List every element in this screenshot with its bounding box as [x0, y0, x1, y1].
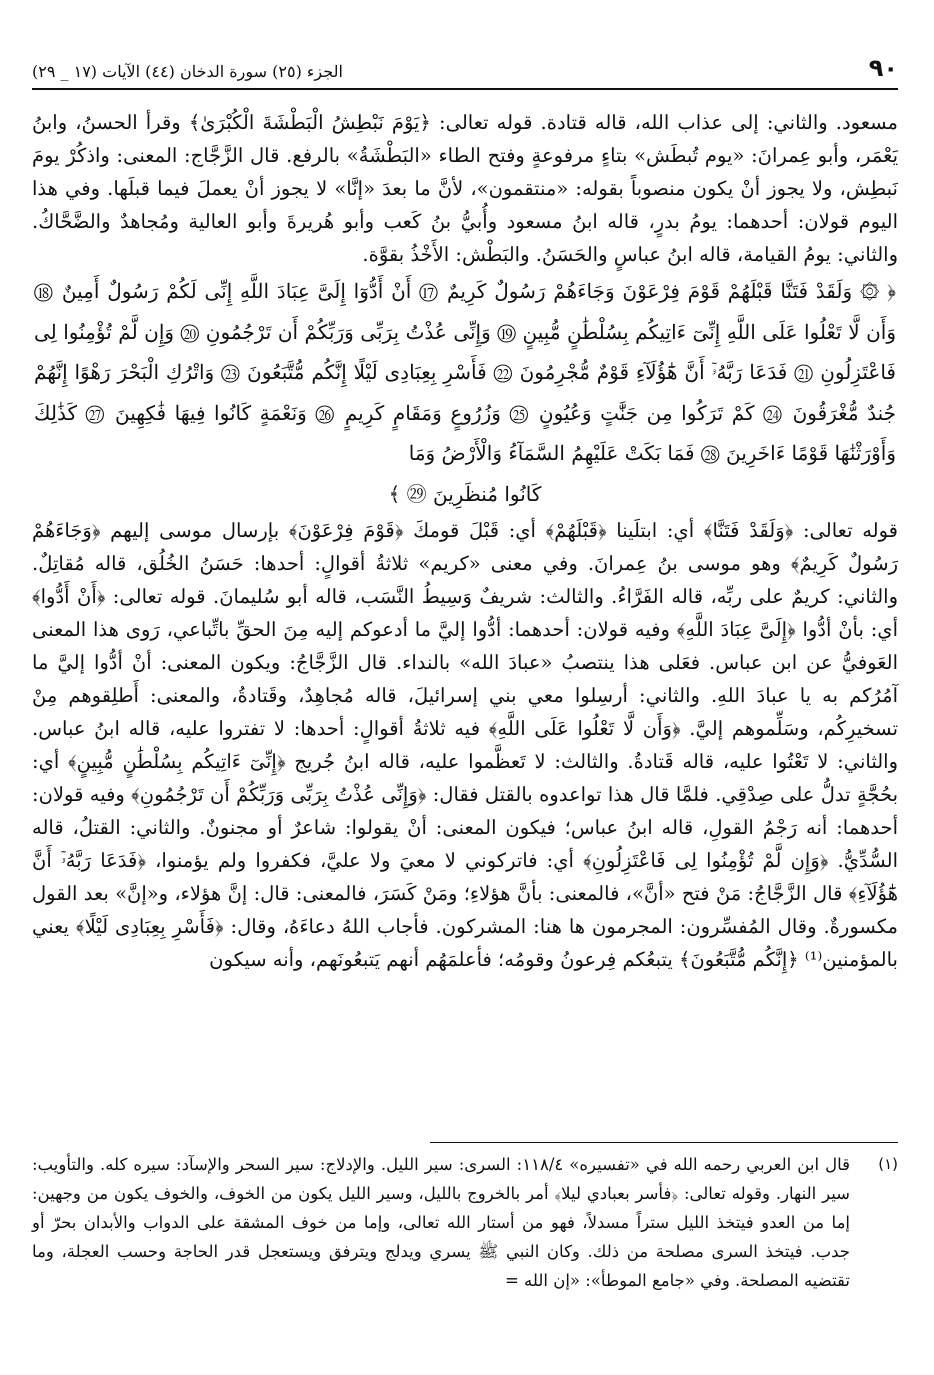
intro-paragraph: مسعود. والثاني: إلى عذاب الله، قاله قتادة. قوله تعالى: ﴿يَوْمَ نَبْطِشُ الْبَطْشَةَ الْكُبْرَىٰ﴾ وقرأ الحسنُ، وابنُ يَعْمَر، وأبو عِمرانَ: «يوم تُبطَش» بتاءٍ مرفوعةٍ وفتح الطاء «البَطْشَةُ» بالرفع. قال الزَّجَّاج: المعنى: واذكُرْ يومَ نَبطِش، ولا يجوز أنْ يكون منصوباً بقوله: «منتقمون»، لأنَّ ما بعدَ «إنَّا» لا يجوز أنْ يعملَ فيما قبلَها. وفي هذا اليوم قولان: أحدهما: يومُ بدرٍ، قاله ابنُ مسعود وأُبيُّ بنُ كَعب وأبو هُريرةَ وأبو العالية ومُجاهدٌ والضَّحَّاكُ. والثاني: يومُ القيامة، قاله ابنُ عباسٍ والحَسَنُ. والبَطْش: الأَخْذُ بقوَّة. [32, 111, 898, 266]
footnote-text: قال ابن العربي رحمه الله في «تفسيره» ١١٨/٤: السرى: سير الليل. والإدلاج: سير السحر والإسآد: سيره كله. والتأويب: سير النهار. وقوله تعالى: ﴿فأسر بعبادي ليلا﴾ أمر بالخروج بالليل، وسير الليل يكون من الخوف، والخوف يكون من وجهين: إما من العدو فيتخذ الليل ستراً مسدلاً، فهو من أستار الله تعالى، وإما من خوف المشقة على الدواب والأبدان بحرّ أو جدب. فيتخذ السرى مصلحة من ذلك. وكان النبي ﷺ يسري ويدلج ويترفق ويستعجل قدر الحاجة وحسب العجلة، وما تقتضيه المصلحة. وفي «جامع الموطأ»: «إن الله = [32, 1155, 850, 1290]
main-text [32, 106, 898, 976]
header-rule [32, 88, 898, 90]
page-number: ٩٠ [868, 54, 898, 82]
quran-verses: ﴿ ۞ وَلَقَدْ فَتَنَّا قَبْلَهُمْ قَوْمَ فِرْعَوْنَ وَجَاءَهُمْ رَسُولٌ كَرِيمٌ ⑰ أَنْ أَدُّوٓا إِلَىَّ عِبَادَ اللَّهِ إِنِّى لَكُمْ رَسُولٌ أَمِينٌ ⑱ وَأَن لَّا تَعْلُوا عَلَى اللَّهِ إِنِّىٓ ءَاتِيكُم بِسُلْطَٰنٍ مُّبِينٍ ⑲ وَإِنِّى عُذْتُ بِرَبِّى وَرَبِّكُمْ أَن تَرْجُمُونِ ⑳ وَإِن لَّمْ تُؤْمِنُوا لِى فَاعْتَزِلُونِ ㉑ فَدَعَا رَبَّهُۥٓ أَنَّ هَٰٓؤُلَآءِ قَوْمٌ مُّجْرِمُونَ ㉒ فَأَسْرِ بِعِبَادِى لَيْلًا إِنَّكُم مُّتَّبَعُونَ ㉓ وَاتْرُكِ الْبَحْرَ رَهْوًا إِنَّهُمْ جُندٌ مُّغْرَقُونَ ㉔ كَمْ تَرَكُوا مِن جَنَّٰتٍ وَعُيُونٍ ㉕ وَزُرُوعٍ وَمَقَامٍ كَرِيمٍ ㉖ وَنَعْمَةٍ كَانُوا فِيهَا فَٰكِهِينَ ㉗ كَذَٰلِكَ وَأَوْرَثْنَٰهَا قَوْمًا ءَاخَرِينَ ㉘ فَمَا بَكَتْ عَلَيْهِمُ السَّمَآءُ وَالْأَرْضُ وَمَا [34, 279, 896, 465]
quran-last-line: كَانُوا مُنظَرِينَ ㉙ ﴾ [388, 481, 542, 506]
footnote-rule [430, 1142, 898, 1143]
running-title: الجزء (٢٥) سورة الدخان (٤٤) الآيات (١٧ _ ٢٩) [32, 62, 343, 81]
footnotes [32, 1150, 898, 1295]
tafsir-paragraph: قوله تعالى: ﴿وَلَقَدْ فَتَنَّا﴾ أي: ابتلَينا ﴿قَبْلَهُمْ﴾ أي: قَبْلَ قومكَ ﴿قَوْمَ فِرْعَوْنَ﴾ بإرسال موسى إليهم ﴿وَجَاءَهُمْ رَسُولٌ كَرِيمٌ﴾ وهو موسى بنُ عِمرانَ. وفي معنى «كريم» ثلاثةُ أقوالٍ: أحدها: حَسَنُ الخُلُق، قاله مُقاتِلٌ. والثاني: كريمٌ على ربِّه، قاله الفَرَّاءُ. والثالث: شريفٌ وَسِيطُ النَّسَب، قاله أبو سُليمانَ. قوله تعالى: ﴿أَنْ أَدُّوا﴾ أي: بأنْ أدُّوا ﴿إِلَىَّ عِبَادَ اللَّهِ﴾ وفيه قولان: أحدهما: أدُّوا إليَّ ما أدعوكم إليه مِنَ الحقِّ باتِّباعي، رَوى هذا المعنى العَوفيُّ عن ابن عباس. فعَلى هذا ينتصبُ «عبادَ الله» بالنداء. قال الزَّجَّاجُ: ويكون المعنى: أنْ أدُّوا إليَّ ما آمُرُكم به يا عبادَ اللهِ. والثاني: أرسِلوا معي بني إسرائيلَ، قاله مُجاهِدٌ، وقَتادةُ، والمعنى: أَطلِقوهم مِنْ تسخيرِكُم، وسَلِّموهم إليَّ. ﴿وَأَن لَّا تَعْلُوا عَلَى اللَّهِ﴾ فيه ثلاثةُ أقوالٍ: أحدها: لا تفتروا عليه، قاله ابنُ عباس. والثاني: لا تَعْتُوا عليه، قاله قَتادةُ. والثالث: لا تَعظَّموا عليه، قاله ابنُ جُريج ﴿إِنِّىٓ ءَاتِيكُم بِسُلْطَٰنٍ مُّبِينٍ﴾ أي: بحُجَّةٍ تدلُّ على صِدْقِي. فلمَّا قال هذا تواعدوه بالقتل فقال: ﴿وَإِنِّى عُذْتُ بِرَبِّى وَرَبِّكُمْ أَن تَرْجُمُونِ﴾ وفيه قولان: أحدهما: أنه رَجْمُ القولِ، قاله ابنُ عباس؛ فيكون المعنى: أنْ يقولوا: شاعرٌ أو مجنونٌ. والثاني: القتلُ، قاله السُّدِّيُّ. ﴿وَإِن لَّمْ تُؤْمِنُوا لِى فَاعْتَزِلُونِ﴾ أي: فاتركوني لا معيَ ولا عليَّ، فكفروا ولم يؤمنوا، ﴿فَدَعَا رَبَّهُۥٓ أَنَّ هَٰٓؤُلَآءِ﴾ قال الزَّجَّاجُ: مَنْ فتح «أنَّ»، فالمعنى: بأنَّ هؤلاءِ؛ ومَنْ كَسَرَ، فالمعنى: قال: إنَّ هؤلاء، و«إنَّ» بعد القول مكسورةٌ. وقال المُفسِّرون: المجرمون ها هنا: المشركون. فأجاب اللهُ دعاءَهُ، وقال: ﴿فَأَسْرِ بِعِبَادِى لَيْلًا﴾ يعني بالمؤمنين⁽¹⁾ ﴿إِنَّكُم مُّتَّبَعُونَ﴾ يتبعُكم فِرعونُ وقومُه؛ فأعلمَهُم أنهم يَتبعُونَهم، وأنه سيكون [32, 519, 898, 971]
footnote [32, 1150, 898, 1295]
page-header [32, 46, 898, 86]
footnote-number: (١) [878, 1155, 898, 1173]
